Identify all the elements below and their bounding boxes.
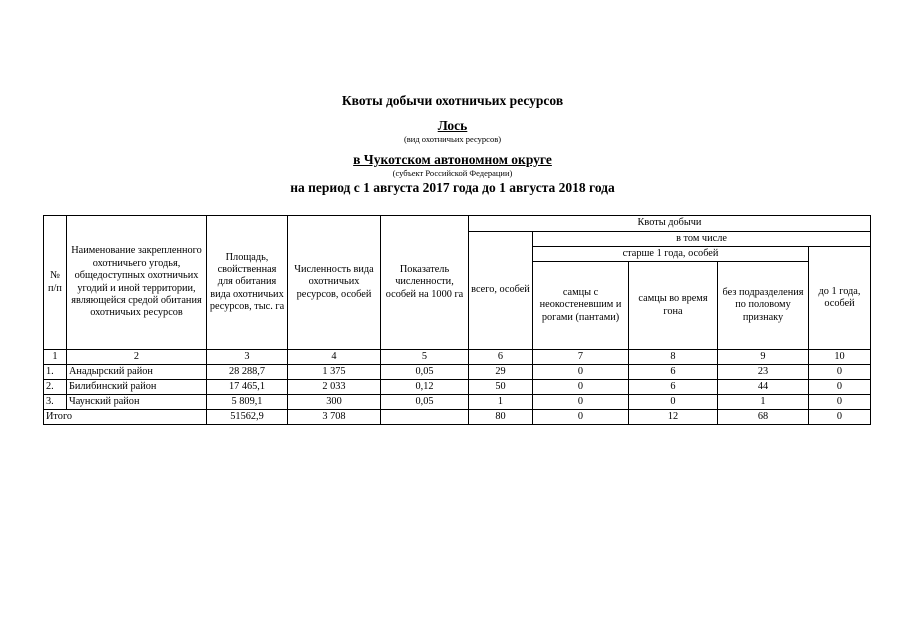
row-number: 2. [44,380,67,395]
count-value: 1 375 [288,365,381,380]
row-number: 3. [44,395,67,410]
no-sex-value: 1 [718,395,809,410]
district-name: Билибинский район [67,380,207,395]
species-name: Лось [437,118,468,133]
total-value: 29 [469,365,533,380]
total-density [381,410,469,425]
row-number: 1. [44,365,67,380]
males-antlers-value: 0 [533,395,629,410]
table-row [44,365,871,380]
under1-value: 0 [809,365,871,380]
quota-table [43,215,871,425]
header-including: в том числе [533,232,871,247]
column-number: 3 [207,350,288,365]
header-num: № п/п [44,216,67,350]
header-no-sex: без подразделения по половому признаку [718,262,809,350]
total-under1: 0 [809,410,871,425]
species-hint: (вид охотничьих ресурсов) [403,134,502,144]
header-males-antlers: самцы с неокостеневшим и рогами (пантами) [533,262,629,350]
table-row [44,395,871,410]
total-value: 50 [469,380,533,395]
column-number: 10 [809,350,871,365]
total-no-sex: 68 [718,410,809,425]
column-number: 2 [67,350,207,365]
column-number: 5 [381,350,469,365]
header-older: старше 1 года, особей [533,247,809,262]
area-value: 5 809,1 [207,395,288,410]
under1-value: 0 [809,380,871,395]
header-density: Показатель численности, особей на 1000 га [381,216,469,350]
column-number-row [44,350,871,365]
region-name: в Чукотском автономном округе [353,152,552,167]
column-number: 7 [533,350,629,365]
total-row [44,410,871,425]
header-count: Численность вида охотничьих ресурсов, особей [288,216,381,350]
total-label: Итого [44,410,207,425]
district-name: Анадырский район [67,365,207,380]
males-antlers-value: 0 [533,380,629,395]
district-name: Чаунский район [67,395,207,410]
total-count: 3 708 [288,410,381,425]
column-number: 9 [718,350,809,365]
no-sex-value: 44 [718,380,809,395]
header-males-rut: самцы во время гона [629,262,718,350]
column-number: 4 [288,350,381,365]
under1-value: 0 [809,395,871,410]
total-value: 1 [469,395,533,410]
males-rut-value: 6 [629,380,718,395]
column-number: 8 [629,350,718,365]
total-quota: 80 [469,410,533,425]
males-antlers-value: 0 [533,365,629,380]
header-under1: до 1 года, особей [809,247,871,350]
area-value: 17 465,1 [207,380,288,395]
total-area: 51562,9 [207,410,288,425]
region-hint: (субъект Российской Федерации) [392,168,513,178]
count-value: 300 [288,395,381,410]
header-name: Наименование закрепленного охотничьего угодья, общедоступных охотничьих угодий и иной территории, являющейся средой обитания охотничьих ресурсов [67,216,207,350]
males-rut-value: 0 [629,395,718,410]
males-rut-value: 6 [629,365,718,380]
density-value: 0,12 [381,380,469,395]
density-value: 0,05 [381,365,469,380]
total-males-antlers: 0 [533,410,629,425]
column-number: 6 [469,350,533,365]
table-row [44,380,871,395]
density-value: 0,05 [381,395,469,410]
area-value: 28 288,7 [207,365,288,380]
header-area: Площадь, свойственная для обитания вида охотничьих ресурсов, тыс. га [207,216,288,350]
column-number: 1 [44,350,67,365]
header-quotas: Квоты добычи [469,216,871,232]
period-line: на период с 1 августа 2017 года до 1 августа 2018 года [290,180,615,195]
no-sex-value: 23 [718,365,809,380]
header-total: всего, особей [469,232,533,350]
document-title: Квоты добычи охотничьих ресурсов [341,93,564,108]
total-males-rut: 12 [629,410,718,425]
count-value: 2 033 [288,380,381,395]
